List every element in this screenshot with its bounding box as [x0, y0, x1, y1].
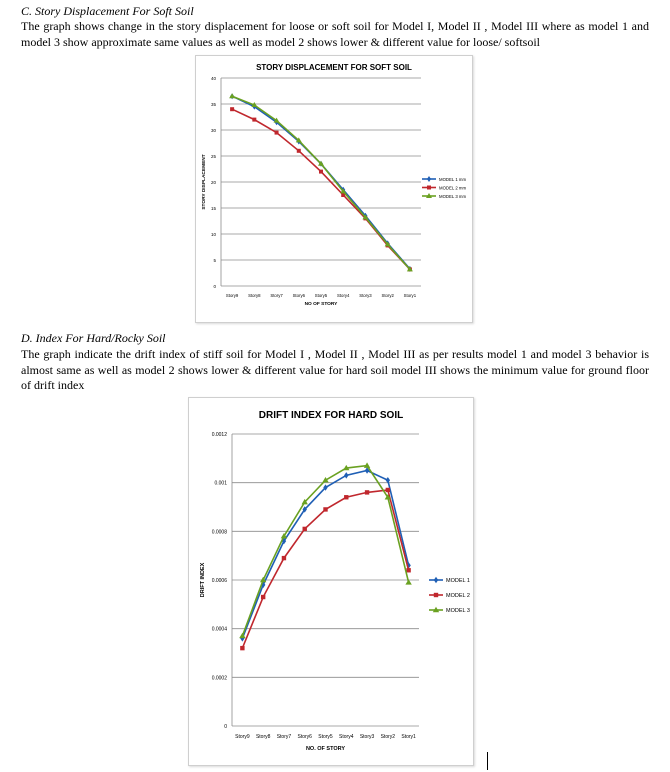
- y-axis-label: STORY DISPLACEMENT: [202, 154, 207, 210]
- series-line: [242, 466, 408, 636]
- y-tick-label: 0.001: [214, 480, 227, 487]
- y-tick-label: 0: [213, 284, 216, 289]
- data-point: [386, 488, 390, 492]
- data-point: [240, 646, 244, 650]
- drift-index-chart: [189, 398, 473, 765]
- data-point: [275, 131, 279, 135]
- y-tick-label: 40: [210, 76, 216, 81]
- y-tick-label: 0.0006: [211, 578, 227, 584]
- x-axis-label: NO. OF STORY: [305, 746, 346, 752]
- legend-label: MODEL 1 mm: [439, 177, 467, 182]
- x-tick-label: Story8: [255, 734, 271, 740]
- x-tick-label: Story4: [337, 293, 350, 298]
- data-point: [344, 472, 348, 478]
- y-axis-label: DRIFT INDEX: [200, 562, 206, 598]
- legend-marker: [427, 186, 431, 190]
- x-tick-label: Story9: [225, 293, 239, 298]
- x-tick-label: Story5: [318, 734, 333, 740]
- y-tick-label: 0.0004: [211, 626, 227, 633]
- data-point: [252, 118, 256, 122]
- y-tick-label: 0.0002: [211, 675, 227, 682]
- legend-label: MODEL 3: [446, 608, 470, 614]
- y-tick-label: 0.0012: [211, 432, 227, 438]
- x-tick-label: Story3: [359, 734, 375, 740]
- x-tick-label: Story1: [403, 293, 417, 298]
- data-point: [229, 93, 235, 98]
- section-c-heading: C. Story Displacement For Soft Soil: [21, 4, 194, 18]
- x-tick-label: Story1: [401, 734, 416, 740]
- x-tick-label: Story2: [380, 734, 396, 740]
- story-displacement-chart-frame: [195, 55, 473, 323]
- data-point: [344, 495, 348, 499]
- chart-title: STORY DISPLACEMENT FOR SOFT SOIL: [256, 63, 412, 72]
- legend-marker: [427, 176, 431, 182]
- x-tick-label: Story6: [292, 293, 305, 298]
- y-tick-label: 0: [224, 724, 227, 730]
- x-tick-label: Story2: [381, 293, 394, 298]
- x-tick-label: Story8: [248, 293, 261, 298]
- x-tick-label: Story5: [314, 293, 328, 298]
- y-tick-label: 10: [210, 232, 216, 237]
- legend-label: MODEL 3 mm: [439, 194, 467, 199]
- section-d-paragraph: The graph indicate the drift index of stiff soil for Model I , Model II , Model III as per results model 1 and model 3 behavior is almost same as well as model 2 shows lower & different value for hard soil model III shows the minimum value for ground floor of drift index: [21, 347, 649, 392]
- chart-title: DRIFT INDEX FOR HARD SOIL: [258, 410, 404, 421]
- x-tick-label: Story7: [270, 293, 283, 298]
- legend-marker: [434, 577, 438, 583]
- data-point: [230, 107, 234, 111]
- x-axis-label: NO OF STORY: [304, 302, 338, 307]
- series-line: [232, 109, 410, 269]
- y-tick-label: 30: [210, 128, 216, 133]
- x-tick-label: Story3: [359, 293, 372, 298]
- data-point: [297, 149, 301, 153]
- section-d-heading: D. Index For Hard/Rocky Soil: [21, 331, 166, 345]
- series-line: [242, 471, 408, 639]
- legend-label: MODEL 1: [446, 578, 470, 584]
- legend-label: MODEL 2 mm: [439, 185, 467, 191]
- data-point: [365, 490, 369, 494]
- data-point: [303, 527, 307, 531]
- x-tick-label: Story9: [235, 734, 250, 740]
- y-tick-label: 5: [213, 258, 216, 263]
- x-tick-label: Story6: [297, 734, 312, 740]
- x-tick-label: Story4: [339, 734, 354, 740]
- data-point: [282, 556, 286, 560]
- y-tick-label: 15: [210, 206, 216, 211]
- data-point: [406, 568, 410, 572]
- y-tick-label: 20: [210, 180, 216, 185]
- story-displacement-chart: [196, 56, 472, 322]
- series-line: [242, 490, 408, 648]
- x-tick-label: Story7: [276, 734, 292, 740]
- text-cursor: [487, 752, 488, 770]
- y-tick-label: 35: [210, 102, 216, 107]
- data-point: [323, 507, 327, 511]
- legend-label: MODEL 2: [446, 593, 470, 599]
- data-point: [261, 595, 265, 599]
- data-point: [319, 170, 323, 174]
- drift-index-chart-frame: [188, 397, 474, 766]
- y-tick-label: 0.0008: [211, 529, 227, 536]
- y-tick-label: 25: [210, 154, 216, 159]
- section-c-paragraph: The graph shows change in the story displacement for loose or soft soil for Model I, Model II , Model III where as model 1 and model 3 show approximate same values as well as model 2 shows lower & different value for loose/ softsoil: [21, 19, 649, 49]
- legend-marker: [434, 593, 438, 597]
